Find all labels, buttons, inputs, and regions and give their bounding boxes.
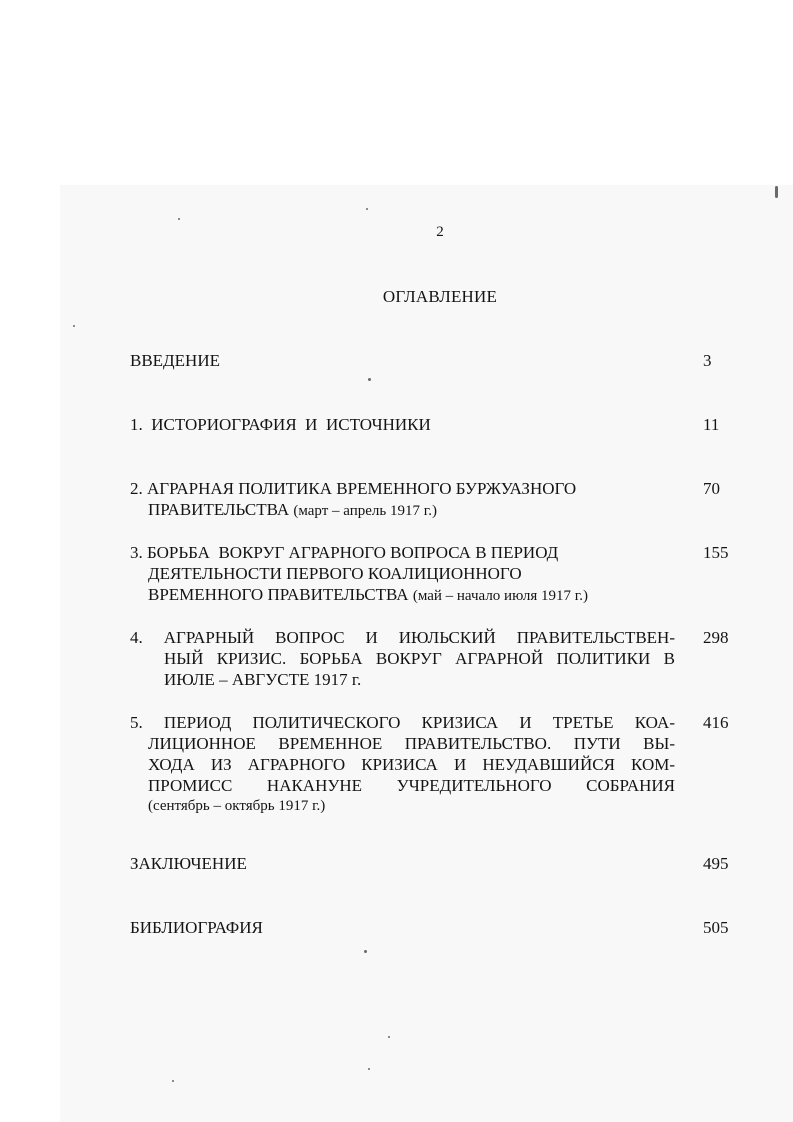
toc-entry-chapter-2[interactable] bbox=[130, 478, 675, 522]
scan-speck bbox=[368, 1068, 370, 1070]
toc-entry-line: ИЮЛЕ – АВГУСТЕ 1917 г. bbox=[164, 670, 362, 689]
scan-speck bbox=[388, 1036, 390, 1038]
toc-entry-title: ВВЕДЕНИЕ bbox=[130, 351, 220, 370]
scan-speck bbox=[172, 1080, 174, 1082]
scan-speck bbox=[73, 325, 75, 327]
toc-page-number: 155 bbox=[703, 543, 729, 562]
toc-entry-conclusion[interactable] bbox=[130, 853, 675, 874]
toc-entry-chapter-3[interactable] bbox=[130, 542, 675, 607]
toc-entry-title: 1. ИСТОРИОГРАФИЯ И ИСТОЧНИКИ bbox=[130, 415, 431, 434]
toc-entry-line: 5. ПЕРИОД ПОЛИТИЧЕСКОГО КРИЗИСА И ТРЕТЬЕ КОА- bbox=[130, 713, 675, 732]
toc-entry-title: БИБЛИОГРАФИЯ bbox=[130, 918, 263, 937]
toc-entry-line-text: ВРЕМЕННОГО ПРАВИТЕЛЬСТВА bbox=[148, 585, 409, 604]
toc-entry-line: НЫЙ КРИЗИС. БОРЬБА ВОКРУГ АГРАРНОЙ ПОЛИТИКИ В bbox=[164, 649, 675, 668]
toc-entry-chapter-5[interactable] bbox=[130, 712, 675, 817]
toc-entry-line: ДЕЯТЕЛЬНОСТИ ПЕРВОГО КОАЛИЦИОННОГО bbox=[148, 564, 522, 583]
toc-page-number: 416 bbox=[703, 713, 729, 732]
scan-speck bbox=[178, 218, 180, 220]
toc-page-number: 298 bbox=[703, 628, 729, 647]
scan-speck bbox=[368, 378, 371, 381]
toc-entry-line: ХОДА ИЗ АГРАРНОГО КРИЗИСА И НЕУДАВШИЙСЯ КОМ- bbox=[148, 755, 675, 774]
toc-heading: ОГЛАВЛЕНИЕ bbox=[382, 287, 498, 306]
scan-speck bbox=[364, 950, 367, 953]
toc-entry-chapter-1[interactable] bbox=[130, 414, 675, 435]
toc-entry-line: 3. БОРЬБА ВОКРУГ АГРАРНОГО ВОПРОСА В ПЕРИОД bbox=[130, 543, 559, 562]
toc-entry-bibliography[interactable] bbox=[130, 917, 675, 938]
toc-page-number: 70 bbox=[703, 479, 720, 498]
toc-entry-line: 2. АГРАРНАЯ ПОЛИТИКА ВРЕМЕННОГО БУРЖУАЗНОГО bbox=[130, 479, 577, 498]
toc-page-number: 11 bbox=[703, 415, 720, 434]
toc-entry-dates: (сентябрь – октябрь 1917 г.) bbox=[148, 798, 326, 814]
toc-entry-line: ПРОМИСС НАКАНУНЕ УЧРЕДИТЕЛЬНОГО СОБРАНИЯ bbox=[148, 776, 675, 795]
toc-entry-dates: (май – начало июля 1917 г.) bbox=[412, 588, 589, 604]
toc-page-number: 505 bbox=[703, 918, 729, 937]
toc-entry-line bbox=[130, 584, 675, 607]
scan-speck bbox=[366, 208, 368, 210]
scan-speck bbox=[775, 186, 778, 198]
page-number: 2 bbox=[436, 224, 444, 240]
toc-entry-intro[interactable] bbox=[130, 350, 675, 371]
toc-entry-line: 4. АГРАРНЫЙ ВОПРОС И ИЮЛЬСКИЙ ПРАВИТЕЛЬСТВЕН- bbox=[130, 628, 675, 647]
toc-entry-title: ЗАКЛЮЧЕНИЕ bbox=[130, 854, 247, 873]
toc-entry-chapter-4[interactable] bbox=[130, 627, 675, 690]
toc-entry-line-text: ПРАВИТЕЛЬСТВА bbox=[148, 500, 290, 519]
toc-page-number: 3 bbox=[703, 351, 712, 370]
toc-entry-line bbox=[130, 499, 675, 522]
toc-page-number: 495 bbox=[703, 854, 729, 873]
toc-entry-dates: (март – апрель 1917 г.) bbox=[293, 503, 437, 519]
toc-entry-line: ЛИЦИОННОЕ ВРЕМЕННОЕ ПРАВИТЕЛЬСТВО. ПУТИ ВЫ- bbox=[148, 734, 675, 753]
